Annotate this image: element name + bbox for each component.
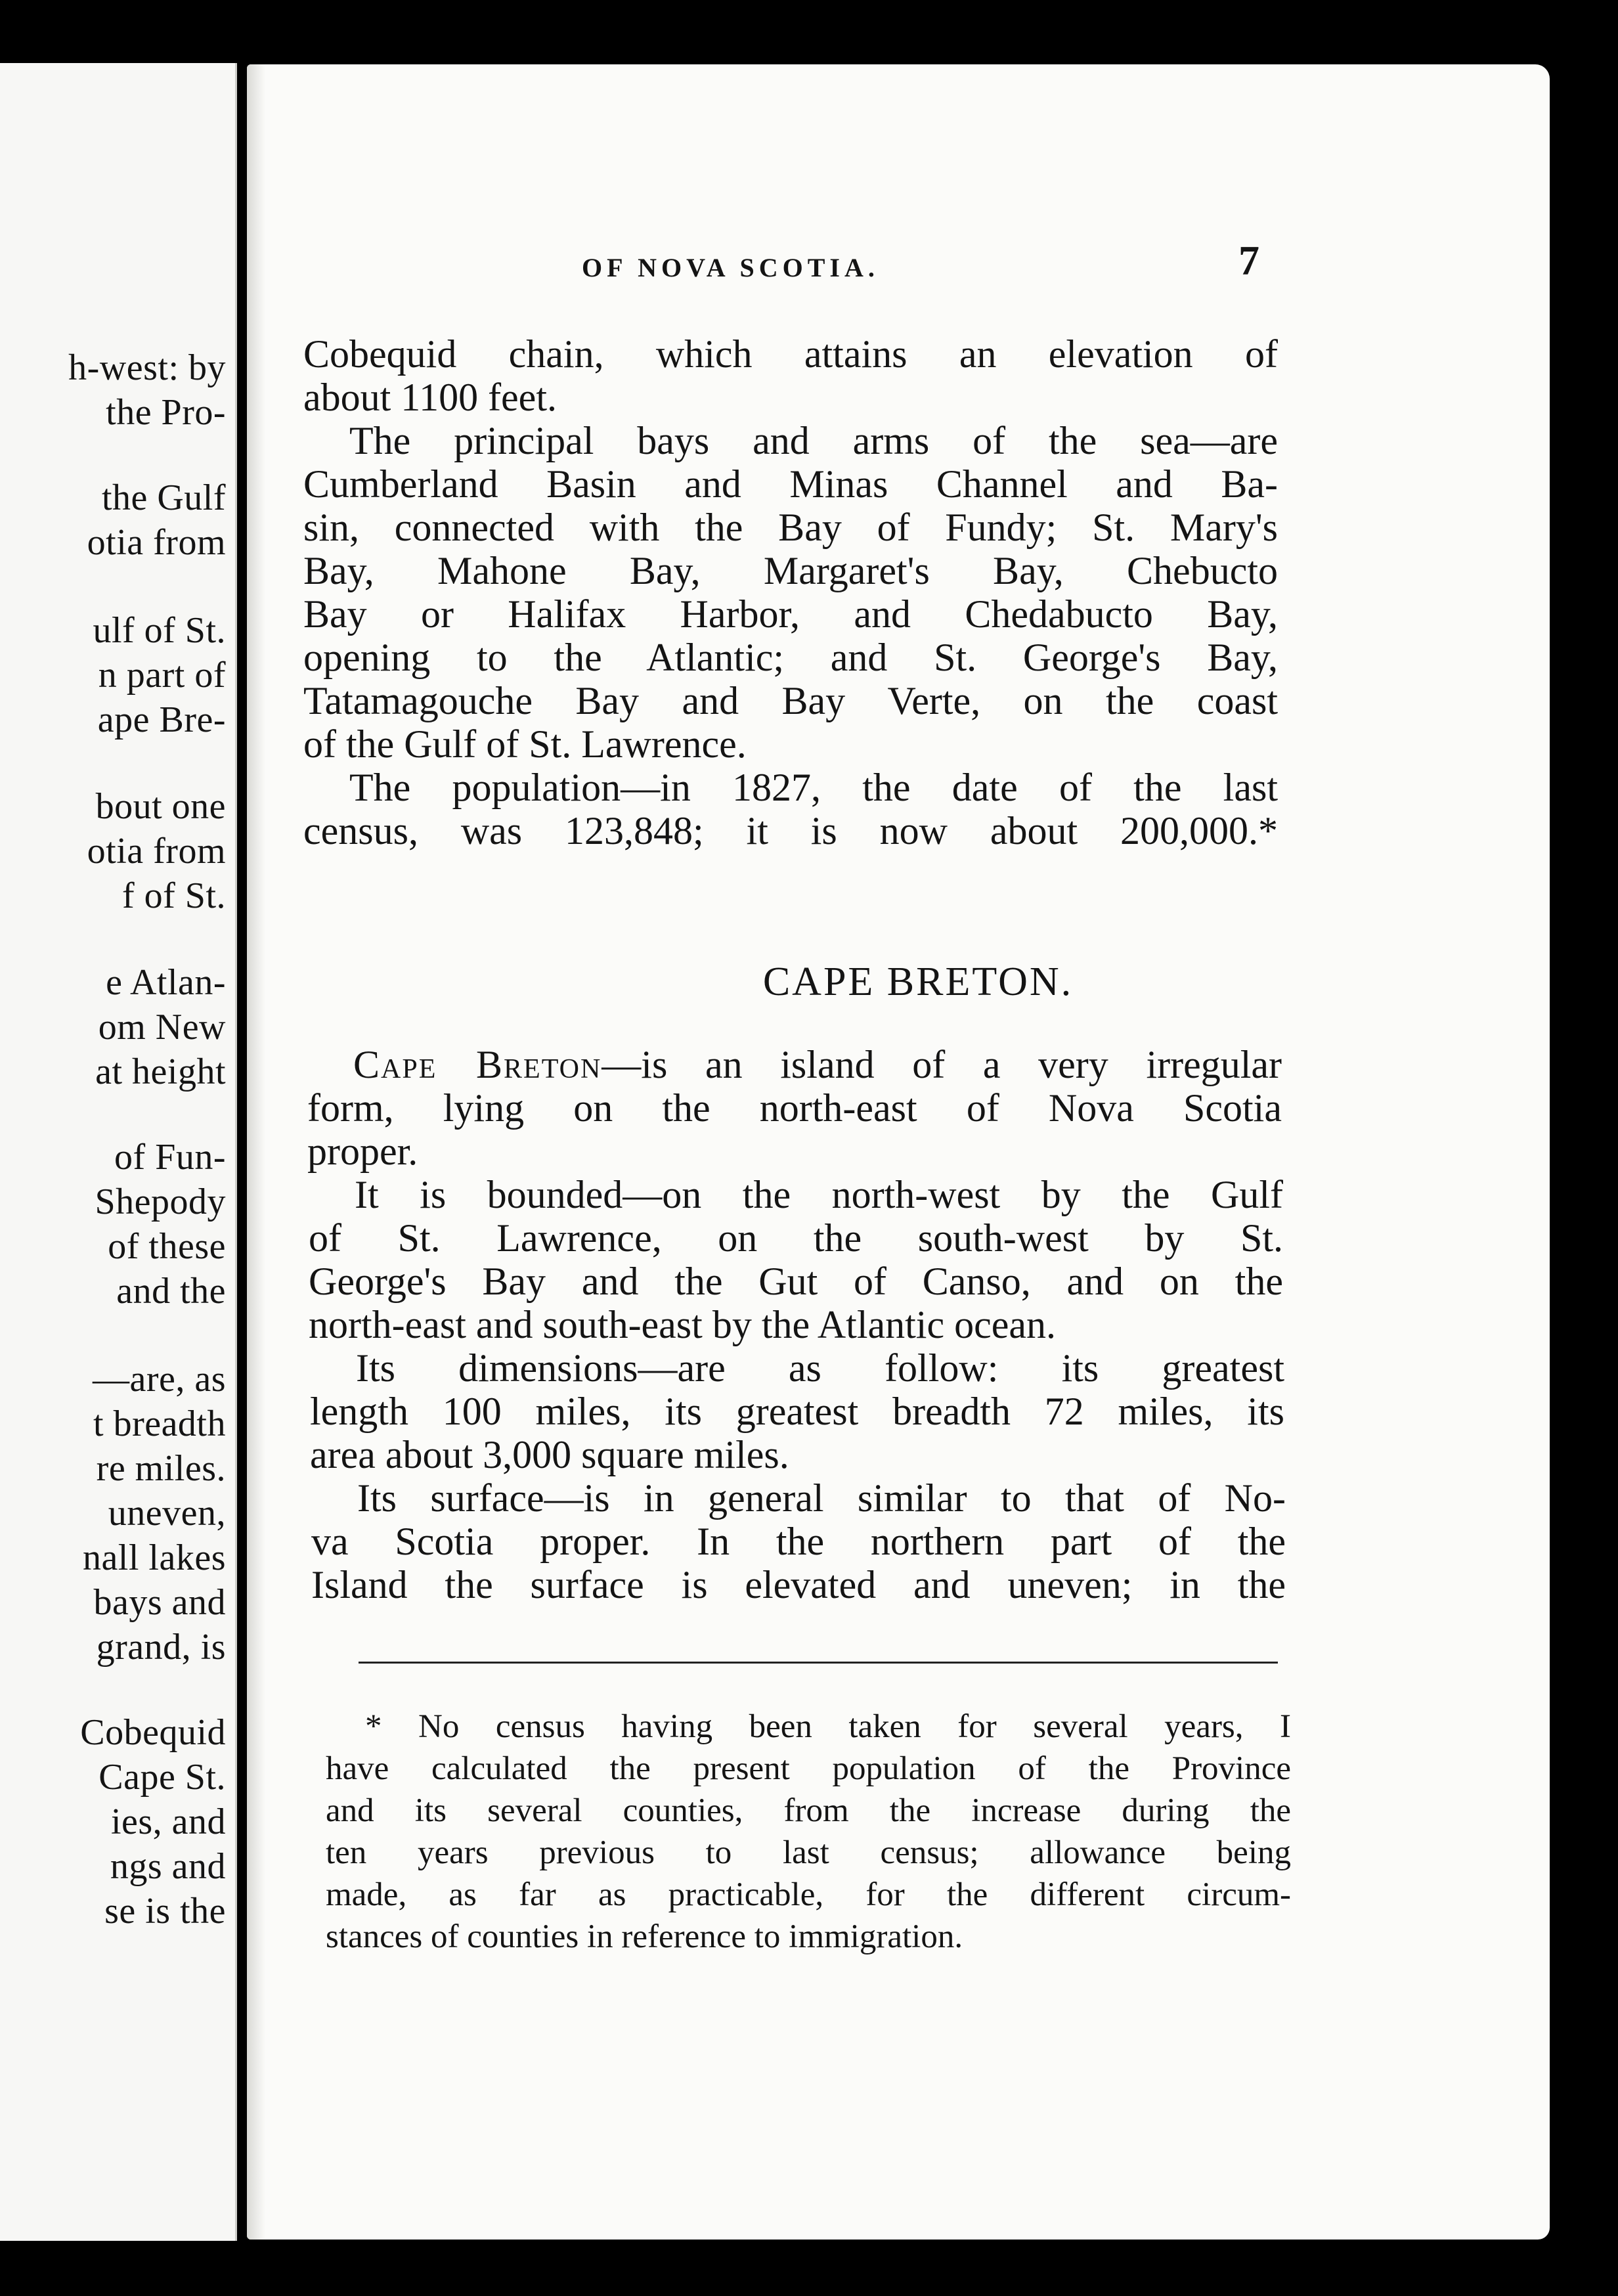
body-line: Tatamagouche Bay and Bay Verte, on the coast bbox=[303, 679, 1278, 722]
body-line: census, was 123,848; it is now about 200,000.* bbox=[303, 809, 1278, 852]
page-number: 7 bbox=[1238, 237, 1259, 284]
body-line: proper. bbox=[307, 1130, 418, 1173]
body-line: area about 3,000 square miles. bbox=[310, 1433, 789, 1476]
facing-page-line: grand, is bbox=[96, 1627, 226, 1667]
footnote-rule bbox=[359, 1662, 1278, 1664]
body-line: about 1100 feet. bbox=[303, 376, 557, 419]
facing-page-line: ulf of St. bbox=[93, 610, 226, 651]
footnote-line: stances of counties in reference to immigration. bbox=[326, 1918, 963, 1955]
facing-page-line: Cape St. bbox=[98, 1757, 226, 1798]
facing-page-line: bout one bbox=[95, 786, 226, 827]
gutter-shadow bbox=[247, 64, 265, 2240]
footnote-line: ten years previous to last census; allowance being bbox=[326, 1834, 1291, 1871]
footnote-line: * No census having been taken for several years, I bbox=[365, 1708, 1291, 1745]
body-line: The population—in 1827, the date of the last bbox=[349, 766, 1278, 809]
facing-page-line: of Fun- bbox=[114, 1137, 226, 1178]
body-line: Its dimensions—are as follow: its greatest bbox=[356, 1346, 1284, 1390]
lead-term: Cape Breton bbox=[353, 1043, 602, 1086]
facing-page-line: e Atlan- bbox=[106, 962, 226, 1003]
body-line: of St. Lawrence, on the south-west by St. bbox=[309, 1216, 1283, 1260]
body-line: The principal bays and arms of the sea—are bbox=[349, 419, 1278, 462]
body-line: Island the surface is elevated and uneven; in the bbox=[311, 1563, 1286, 1606]
body-line bbox=[307, 1043, 1282, 1086]
facing-page-line: n part of bbox=[98, 655, 226, 695]
facing-page bbox=[0, 63, 237, 2241]
body-line: of the Gulf of St. Lawrence. bbox=[303, 722, 747, 766]
facing-page-line: nall lakes bbox=[82, 1537, 226, 1578]
body-line: Bay, Mahone Bay, Margaret's Bay, Chebucto bbox=[303, 549, 1278, 592]
facing-page-line: bays and bbox=[93, 1582, 226, 1623]
facing-page-line: at height bbox=[95, 1051, 226, 1092]
body-line: form, lying on the north-east of Nova Scotia bbox=[307, 1086, 1282, 1130]
facing-page-line: Cobequid bbox=[80, 1712, 226, 1753]
body-line: Its surface—is in general similar to that of No- bbox=[357, 1476, 1286, 1520]
facing-page-line: se is the bbox=[104, 1891, 226, 1932]
facing-page-line: t breadth bbox=[93, 1403, 226, 1444]
body-line: Cumberland Basin and Minas Channel and Ba- bbox=[303, 462, 1278, 506]
body-line: north-east and south-east by the Atlantic ocean. bbox=[309, 1303, 1056, 1346]
body-line-text: —is an island of a very irregular bbox=[601, 1043, 1282, 1086]
facing-page-line: ies, and bbox=[110, 1801, 226, 1842]
facing-page-line: h-west: by bbox=[68, 347, 226, 388]
facing-page-line: otia from bbox=[87, 831, 226, 872]
facing-page-line: f of St. bbox=[122, 875, 226, 916]
facing-page-line: re miles. bbox=[96, 1448, 226, 1489]
facing-page-line: ape Bre- bbox=[97, 699, 226, 740]
body-line: George's Bay and the Gut of Canso, and on the bbox=[309, 1260, 1283, 1303]
footnote-line: made, as far as practicable, for the different circum- bbox=[326, 1876, 1291, 1913]
facing-page-line: ngs and bbox=[110, 1846, 226, 1887]
body-line: va Scotia proper. In the northern part of the bbox=[311, 1520, 1286, 1563]
body-line: Bay or Halifax Harbor, and Chedabucto Bay, bbox=[303, 592, 1278, 636]
facing-page-line: Shepody bbox=[95, 1181, 226, 1222]
book-page bbox=[247, 64, 1550, 2240]
running-head: OF NOVA SCOTIA. bbox=[582, 253, 879, 282]
body-line: It is bounded—on the north-west by the Gulf bbox=[355, 1173, 1283, 1216]
body-line: opening to the Atlantic; and St. George's Bay, bbox=[303, 636, 1278, 679]
body-line: Cobequid chain, which attains an elevation of bbox=[303, 332, 1278, 376]
footnote-line: have calculated the present population of the Province bbox=[326, 1750, 1291, 1787]
facing-page-line: of these bbox=[108, 1226, 226, 1267]
body-line: length 100 miles, its greatest breadth 72 miles, its bbox=[310, 1390, 1284, 1433]
section-heading: CAPE BRETON. bbox=[762, 960, 1074, 1004]
facing-page-line: the Pro- bbox=[106, 392, 226, 433]
facing-page-line: the Gulf bbox=[101, 477, 226, 518]
body-line: sin, connected with the Bay of Fundy; St. Mary's bbox=[303, 506, 1278, 549]
facing-page-line: om New bbox=[98, 1007, 226, 1048]
facing-page-line: and the bbox=[116, 1271, 226, 1312]
facing-page-line: uneven, bbox=[108, 1493, 226, 1534]
footnote-line: and its several counties, from the increase during the bbox=[326, 1792, 1291, 1829]
facing-page-line: otia from bbox=[87, 522, 226, 563]
facing-page-line: —are, as bbox=[92, 1359, 226, 1400]
